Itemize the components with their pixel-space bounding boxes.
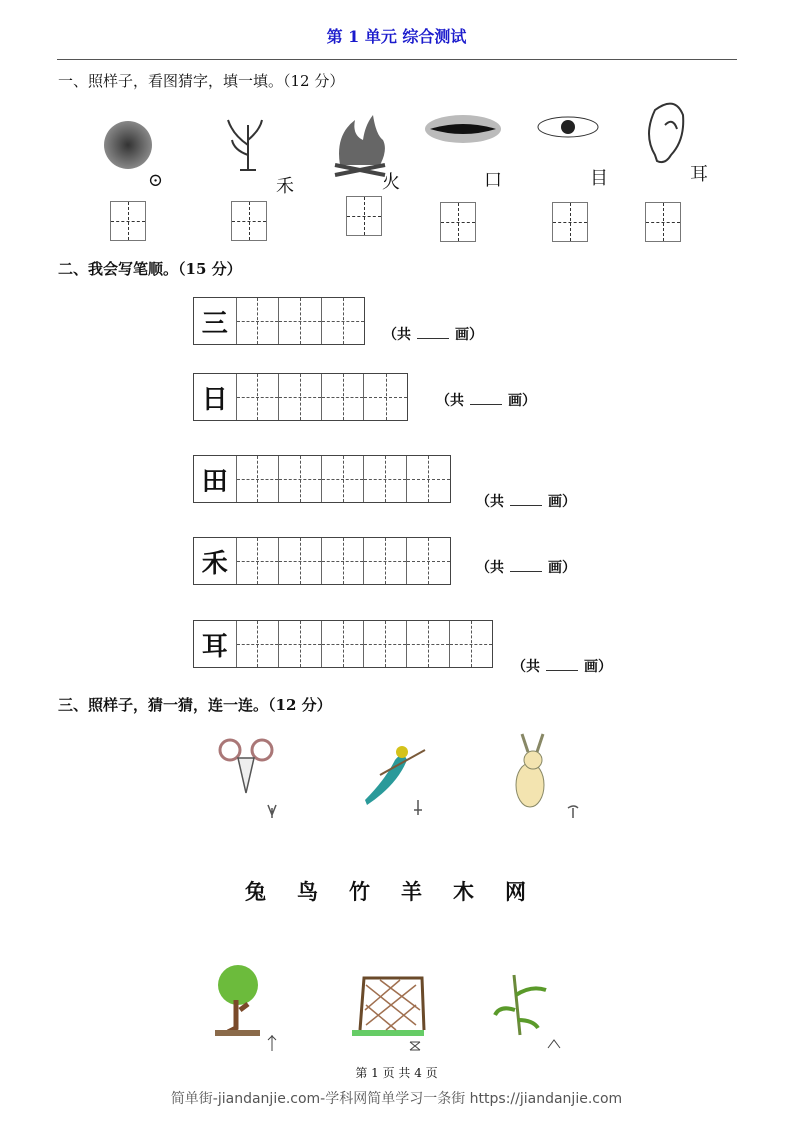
watermark-text: 简单街-jiandanjie.com-学科网简单学习一条街 https://jiandanjie.com — [170, 1091, 623, 1107]
glyph-ear: 耳 — [690, 164, 708, 185]
char-option[interactable]: 兔 — [245, 879, 266, 904]
answer-box[interactable] — [110, 201, 146, 241]
section3-top-pictures — [0, 730, 793, 830]
page-title: 第 1 单元 综合测试 — [326, 27, 467, 46]
stroke-grid-he[interactable] — [193, 537, 451, 585]
stroke-grid-ri[interactable] — [193, 373, 408, 421]
stroke-count-blank[interactable] — [546, 670, 578, 671]
stroke-count-er: （共 画） — [512, 659, 612, 675]
stroke-count-ri: （共 画） — [436, 393, 536, 409]
bird-picture — [365, 746, 425, 815]
page-number: 第 1 页 共 4 页 — [355, 1066, 438, 1080]
answer-box[interactable] — [645, 202, 681, 242]
char-option[interactable]: 竹 — [349, 879, 370, 904]
header-divider — [57, 59, 737, 60]
stroke-count-blank[interactable] — [510, 571, 542, 572]
stroke-count-blank[interactable] — [510, 505, 542, 506]
char-option[interactable]: 网 — [505, 879, 526, 904]
answer-box[interactable] — [231, 201, 267, 241]
glyph-fire: 火 — [382, 172, 400, 193]
ear-picture — [649, 104, 683, 163]
stroke-count-he: （共 画） — [476, 560, 576, 576]
fire-picture — [335, 115, 385, 175]
grain-plant-picture — [228, 120, 262, 170]
net-picture — [352, 978, 424, 1050]
stroke-count-blank[interactable] — [417, 338, 449, 339]
ram-picture — [220, 740, 276, 818]
stroke-count-blank[interactable] — [470, 404, 502, 405]
answer-box[interactable] — [552, 202, 588, 242]
char-option[interactable]: 鸟 — [297, 879, 318, 904]
stroke-count-san: （共 画） — [383, 327, 483, 343]
stroke-grid-er[interactable] — [193, 620, 493, 668]
glyph-mouth: 口 — [484, 170, 502, 191]
eye-picture — [538, 117, 598, 137]
char-option[interactable]: 羊 — [401, 879, 422, 904]
section3-bottom-pictures — [0, 960, 793, 1060]
bamboo-picture — [495, 975, 560, 1048]
grid-char: 三 — [194, 298, 237, 344]
grid-char: 禾 — [194, 538, 237, 584]
stroke-grid-san[interactable] — [193, 297, 365, 345]
glyph-eye: 目 — [590, 168, 608, 189]
section3-heading: 三、照样子，猜一猜，连一连。（12 分） — [58, 696, 332, 714]
glyph-grain: 禾 — [276, 176, 294, 197]
grid-char: 田 — [194, 456, 237, 502]
section2-heading: 二、我会写笔顺。（15 分） — [58, 260, 242, 278]
character-options — [245, 876, 557, 906]
stroke-count-tian: （共 画） — [476, 494, 576, 510]
sun-picture — [104, 121, 152, 169]
answer-box[interactable] — [440, 202, 476, 242]
grid-char: 耳 — [194, 621, 237, 667]
glyph-sun: ⊙ — [148, 170, 164, 191]
stroke-grid-tian[interactable] — [193, 455, 451, 503]
section1-heading: 一、照样子，看图猜字，填一填。（12 分） — [58, 72, 345, 90]
grid-char: 日 — [194, 374, 237, 420]
mouth-picture — [425, 115, 501, 143]
char-option[interactable]: 木 — [453, 879, 474, 904]
answer-box[interactable] — [346, 196, 382, 236]
tree-picture — [215, 965, 276, 1051]
rabbit-picture — [516, 734, 578, 818]
